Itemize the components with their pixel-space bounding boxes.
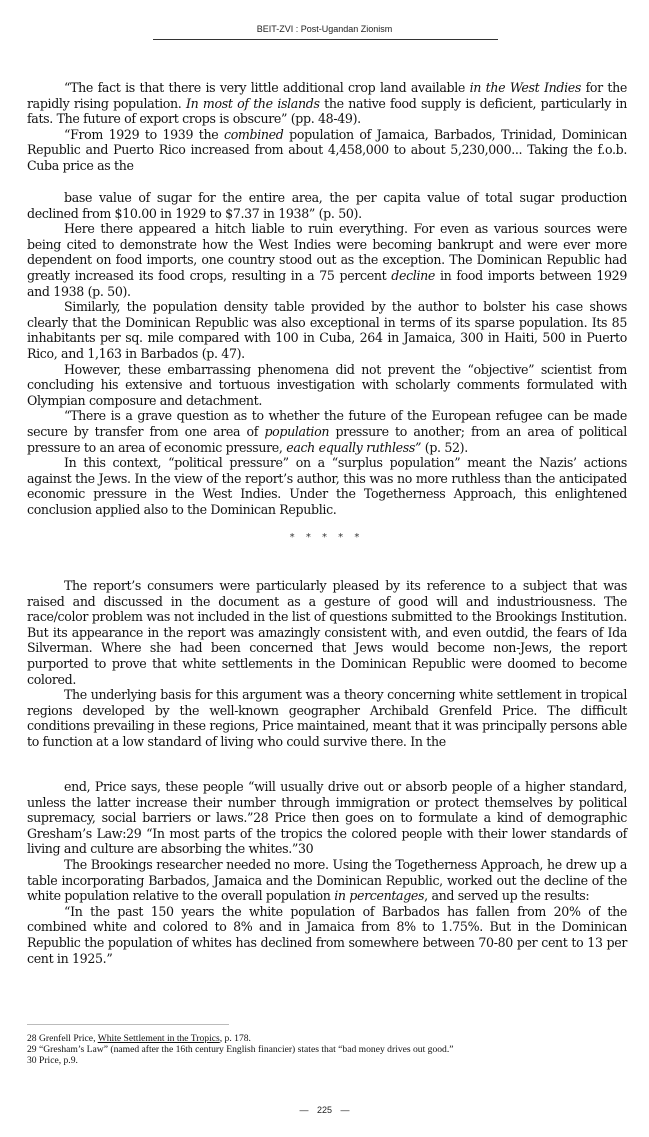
paragraph: end, Price says, these people “will usually drive out or absorb people of a higher standard, unless the latter increase their number through immigration or protect themselves by political supremacy, social barriers or laws.”28 Price then goes on to formulate a kind of demographic Gresham’s Law:29 “In most parts of the tropics the colored people with their lower standards of living and culture are absorbing the whites.”30 (27, 779, 627, 857)
footnote-separator (27, 1024, 229, 1025)
text: The Brookings researcher needed no more. Using the Togetherness Approach, he drew up a table incorporating Barbados, Jamaica and the Dominican Republic, worked out the decline of the white population relative to the overall population (27, 856, 627, 904)
emphasis: decline (391, 267, 436, 283)
paragraph: base value of sugar for the entire area, the per capita value of total sugar production declined from $10.00 in 1929 to $7.37 in 1938” (p. 50). (27, 190, 627, 221)
text-block-4 (27, 779, 627, 966)
footnotes (27, 1033, 627, 1067)
footnote-number: 29 (27, 1044, 37, 1056)
text: (p. 52). (421, 439, 468, 455)
text: the native food supply is deficient, particularly in fats. The future of export crops is obscure” (pp. 48-49). (27, 95, 627, 127)
paragraph: In this context, “political pressure” on a “surplus population” meant the Nazis’ actions against the Jews. In the view of the report’s author, this was no more ruthless than the anticipated economic pressure in the West Indies. Under the Togetherness Approach, this enlightened conclusion applied also to the Dominican Republic. (27, 455, 627, 517)
text: , p. 178. (219, 1033, 251, 1044)
text: for the rapidly rising population. (27, 80, 627, 111)
emphasis: in the West Indies (469, 80, 581, 95)
running-header: BEIT-ZVI : Post-Ugandan Zionism (256, 24, 393, 34)
emphasis: population (264, 423, 330, 439)
text: “There is a grave question as to whether the future of the European refugee can be made secure by transfer from one area of (27, 408, 627, 439)
text: in food imports between 1929 and 1938 (p. 50). (27, 267, 627, 299)
paragraph: Similarly, the population density table provided by the author to bolster his case shows clearly that the Dominican Republic was also exceptional in terms of its sparse population. Its 85 inhabitants per sq. mile compared with 100 in Cuba, 264 in Jamaica, 300 in Haiti, 500 in Puerto Rico, and 1,163 in Barbados (p. 47). (27, 299, 627, 361)
emphasis: each equally ruthless” (286, 439, 422, 455)
paragraph (27, 80, 627, 127)
text: “The fact is that there is very little additional crop land available (64, 80, 470, 95)
text: Price, p.9. (36, 1055, 78, 1067)
paragraph: “In the past 150 years the white population of Barbados has fallen from 20% of the combined white and colored to 8% and in Jamaica from 8% to 1.75%. But in the Dominican Republic the population of whites has declined from somewhere between 70-80 per cent to 13 per cent in 1925.” (27, 903, 627, 966)
page-number: — 225 — (299, 1105, 350, 1115)
text: population of Jamaica, Barbados, Trinidad, Dominican Republic and Puerto Rico increased from about 4,458,000 to about 5,230,000... Taking the f.o.b. Cuba price as the (27, 126, 627, 173)
text: Here there appeared a hitch liable to ruin everything. For even as various sources were being cited to demonstrate how the West Indies were becoming bankrupt and were ever more dependent on food imports, one country stood out as the exception. The Dominican Republic had greatly increased its food crops, resulting in a 75 percent (27, 221, 627, 283)
text-block-2 (27, 190, 627, 517)
footnote-number: 30 (27, 1055, 37, 1067)
paragraph (27, 127, 627, 174)
text-block-3 (27, 578, 627, 750)
footnote-30 (27, 1055, 627, 1066)
header-rule (153, 39, 498, 40)
paragraph (27, 408, 627, 455)
footnote-number: 28 (27, 1033, 37, 1044)
text: , and served up the results: (424, 888, 590, 904)
text: “From 1929 to 1939 the (64, 126, 224, 142)
section-break: * * * * * (289, 532, 360, 543)
footnote-28 (27, 1033, 627, 1044)
text: Grenfell Price, (36, 1033, 98, 1044)
paragraph (27, 221, 627, 299)
emphasis: in percentages (334, 888, 425, 904)
text: “Gresham’s Law” (named after the 16th century English financier) states that “bad money drives out good.” (36, 1044, 454, 1056)
emphasis: In most of the islands (185, 95, 320, 111)
footnote-29 (27, 1044, 627, 1055)
paragraph (27, 857, 627, 904)
book-title: White Settlement in the Tropics (97, 1033, 220, 1044)
paragraph: The report’s consumers were particularly pleased by its reference to a subject that was raised and discussed in the document as a gesture of good will and industriousness. The race/color problem was not included in the list of questions submitted to the Brookings Institution. But its appearance in the report was amazingly consistent with, and even outdid, the fears of Ida Silverman. Where she had been concerned that Jews would become non-Jews, the report purported to prove that white settlements in the Dominican Republic were doomed to become colored. (27, 578, 627, 687)
text: pressure to another; from an area of political pressure to an area of economic pressure, (27, 423, 627, 455)
paragraph: However, these embarrassing phenomena did not prevent the “objective” scientist from concluding his extensive and tortuous investigation with scholarly comments formulated with Olympian composure and detachment. (27, 361, 627, 408)
text-block-1 (27, 80, 627, 174)
emphasis: combined (223, 126, 284, 142)
paragraph: The underlying basis for this argument was a theory concerning white settlement in tropical regions developed by the well-known geographer Archibald Grenfeld Price. The difficult conditions prevailing in these regions, Price maintained, meant that it was principally persons able to function at a low standard of living who could survive there. In the (27, 687, 627, 749)
